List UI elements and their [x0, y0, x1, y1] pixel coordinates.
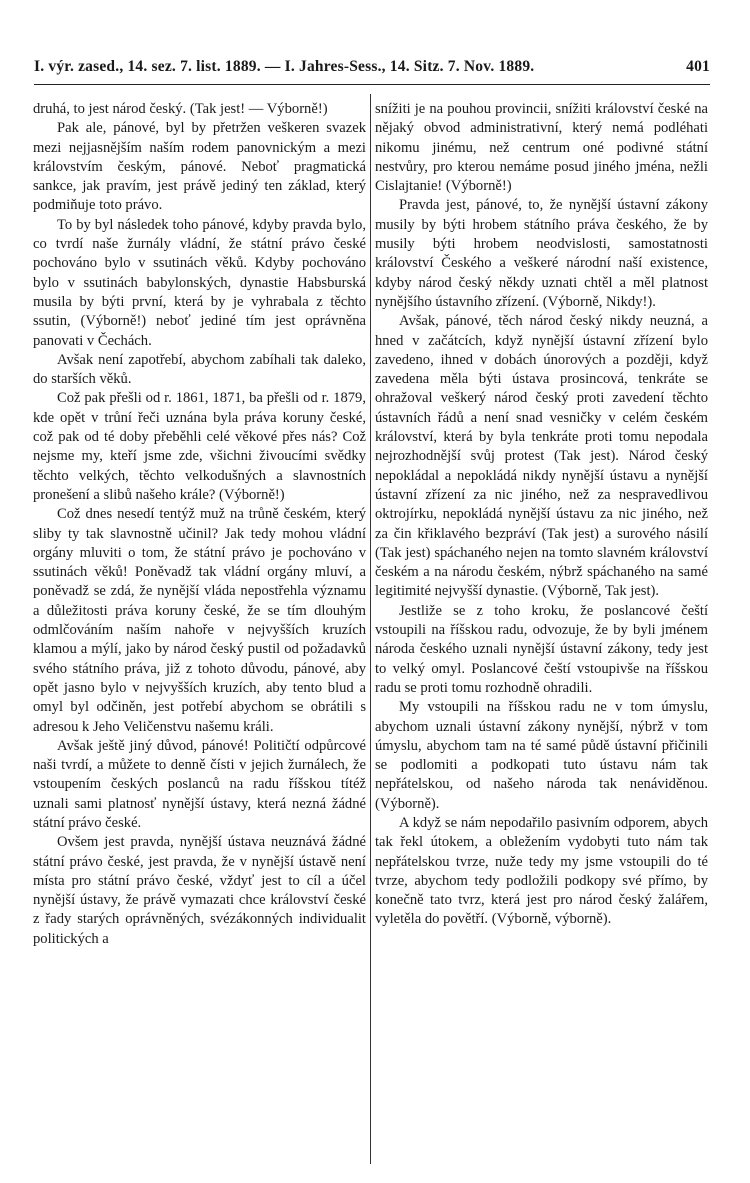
paragraph: snížiti je na pouhou provincii, snížiti království české na nějaký obvod administrativní, který nemá podléhati nikomu jinému, než centrum oné podivné státní nestvůry, pro kterou nemáme posud jiného jména, nežli Cislajtanie! (Výborně!): [375, 101, 708, 195]
paragraph: Avšak ještě jiný důvod, pánové! Političtí odpůrcové naši tvrdí, a můžete to denně čísti v jejich žurnálech, že vstoupením českých poslanců na radu říšskou títéž uznali sami platnosť nynější ústavy, která nezná žádné státní právo české.: [33, 737, 366, 831]
left-column: [33, 100, 366, 949]
paragraph: Což pak přešli od r. 1861, 1871, ba přešli od r. 1879, kde opět v trůní řeči uznána byla práva koruny české, což pak od té doby přeběhli celé věkové přes nás? Což nejsme my, kteří jsme zde, všichni živoucími svědky těchto velkých, těchto velkodušných a slavnostních pronešení a slibů našeho krále? (Výborně!): [33, 390, 366, 503]
header-rule: [34, 84, 710, 85]
paragraph: Avšak, pánové, těch národ český nikdy neuzná, a hned v začátcích, když nynější ústavní zřízení bylo zavedeno, ihned v dobách únorových a později, když zavedena měla býti ústava prosincová, tenkráte se ohražoval veškerý národ český proti zavedení těchto ústavních řádů a není snad vesničky v celém českém království, která by byla tenkráte proti tomu nepodala nejrozhodnější svůj protest (Tak jest). Národ český nepokládal a nepokládá nikdy nynější ústavu a nynější ústavní zřízení za nic jiného, než za nespravedlivou oktrojírku, nepokládá nynější ústavu za nic jiného, než za čin křiklavého bezpráví (Tak jest) a surového násilí (Tak jest) spáchaného nejen na tomto slavném království českém a na národu českém, nýbrž spáchaného na samé legitimité nejvyšší dynastie. (Výborně, Tak jest).: [375, 313, 708, 600]
paragraph: My vstoupili na říšskou radu ne v tom úmyslu, abychom uznali ústavní zákony nynější, nýbrž v tom úmyslu, abychom tam na té samé půdě ústavní přičinili se podlomiti a podkopati tuto ústavu nám tak nepřátelskou, od našeho národa tak nenáviděnou. (Výborně).: [375, 699, 708, 812]
paragraph: Jestliže se z toho kroku, že poslancové čeští vstoupili na říšskou radu, odvozuje, že by byli jménem národa českého uznali nynější ústavní zákony, tedy jest to velký omyl. Poslancové čeští vstoupivše na říšskou radu se proti tomu rozhodně ohradili.: [375, 602, 708, 696]
paragraph: Ovšem jest pravda, nynější ústava neuznává žádné státní právo české, jest pravda, že v nynější ústavě není místa pro státní právo české, vždyť jest to cíl a účel nynější ústavy, že právě vymazati chce království české z řady starých oprávněných, svézákonných individualit politických a: [33, 834, 366, 947]
column-divider: [370, 94, 371, 1164]
paragraph: Pak ale, pánové, byl by přetržen veškeren svazek mezi nejjasnějším naším rodem panovnickým a mezi královstvím českým, pánové. Neboť pragmatická sankce, jak pravím, jest právě jediný ten základ, který podmiňuje toto právo.: [33, 120, 366, 214]
paragraph: A když se nám nepodařilo pasivním odporem, abych tak řekl útokem, a obležením vydobyti tuto nám tak nepřátelskou tvrze, nuže tedy my jsme vstoupili do té tvrze, abychom tedy podložili podkopy své přímo, by konečně tato tvrz, která jest pro národ český žalářem, vyletěla do povětří. (Výborně, výborně).: [375, 814, 708, 928]
paragraph: druhá, to jest národ český. (Tak jest! — Výborně!): [33, 101, 328, 117]
header-text: I. výr. zased., 14. sez. 7. list. 1889. — I. Jahres-Sess., 14. Sitz. 7. Nov. 1889.: [34, 58, 535, 75]
page-header: [34, 58, 710, 76]
page-number: 401: [686, 58, 710, 75]
paragraph: To by byl následek toho pánové, kdyby pravda bylo, co tvrdí naše žurnály vládní, že státní právo české pochováno bylo v ssutinách věků. Kdyby pochováno bylo v ssutinách babylonských, dynastie Habsburská musila by býti první, která by je vyhrabala z těchto ssutin, (Výborně!) neboť jediné tím jest oprávněna panovati v Čechách.: [33, 216, 366, 349]
paragraph: Což dnes nesedí tentýž muž na trůně českém, který sliby ty tak slavnostně učinil? Jak tedy mohou vládní orgány mluviti o tom, že státní právo je pochováno v ssutinách věků! Poněvadž tak vládní orgány mluví, a poněvadž se zdá, že nynější vláda nepostřehla významu a důležitosti práva koruny české, že se tím dlouhým odmlčováním naším nahoře v nejvyšších kruzích klamou a mýlí, jako by národ český pustil od požadavků svého státního práva, již z tohoto důvodu, pánové, aby opět jasno bylo v nejvyšších kruzích, aby tento blud a omyl byl odčiněn, jest potřebí abychom se obrátili s adresou k Jeho Veličenstvu našemu králi.: [33, 506, 366, 735]
paragraph: Pravda jest, pánové, to, že nynější ústavní zákony musily by býti hrobem státního práva českého, že by musily býti hrobem neodvislosti, samostatnosti království Českého a veškeré národní naší existence, kdyby národ český někdy uznati chtěl a měl platnost nynějšího ústavního zřízení. (Výborně, Nikdy!).: [375, 197, 708, 310]
paragraph: Avšak není zapotřebí, abychom zabíhali tak daleko, do starších věků.: [33, 351, 366, 388]
right-column: [375, 100, 708, 930]
